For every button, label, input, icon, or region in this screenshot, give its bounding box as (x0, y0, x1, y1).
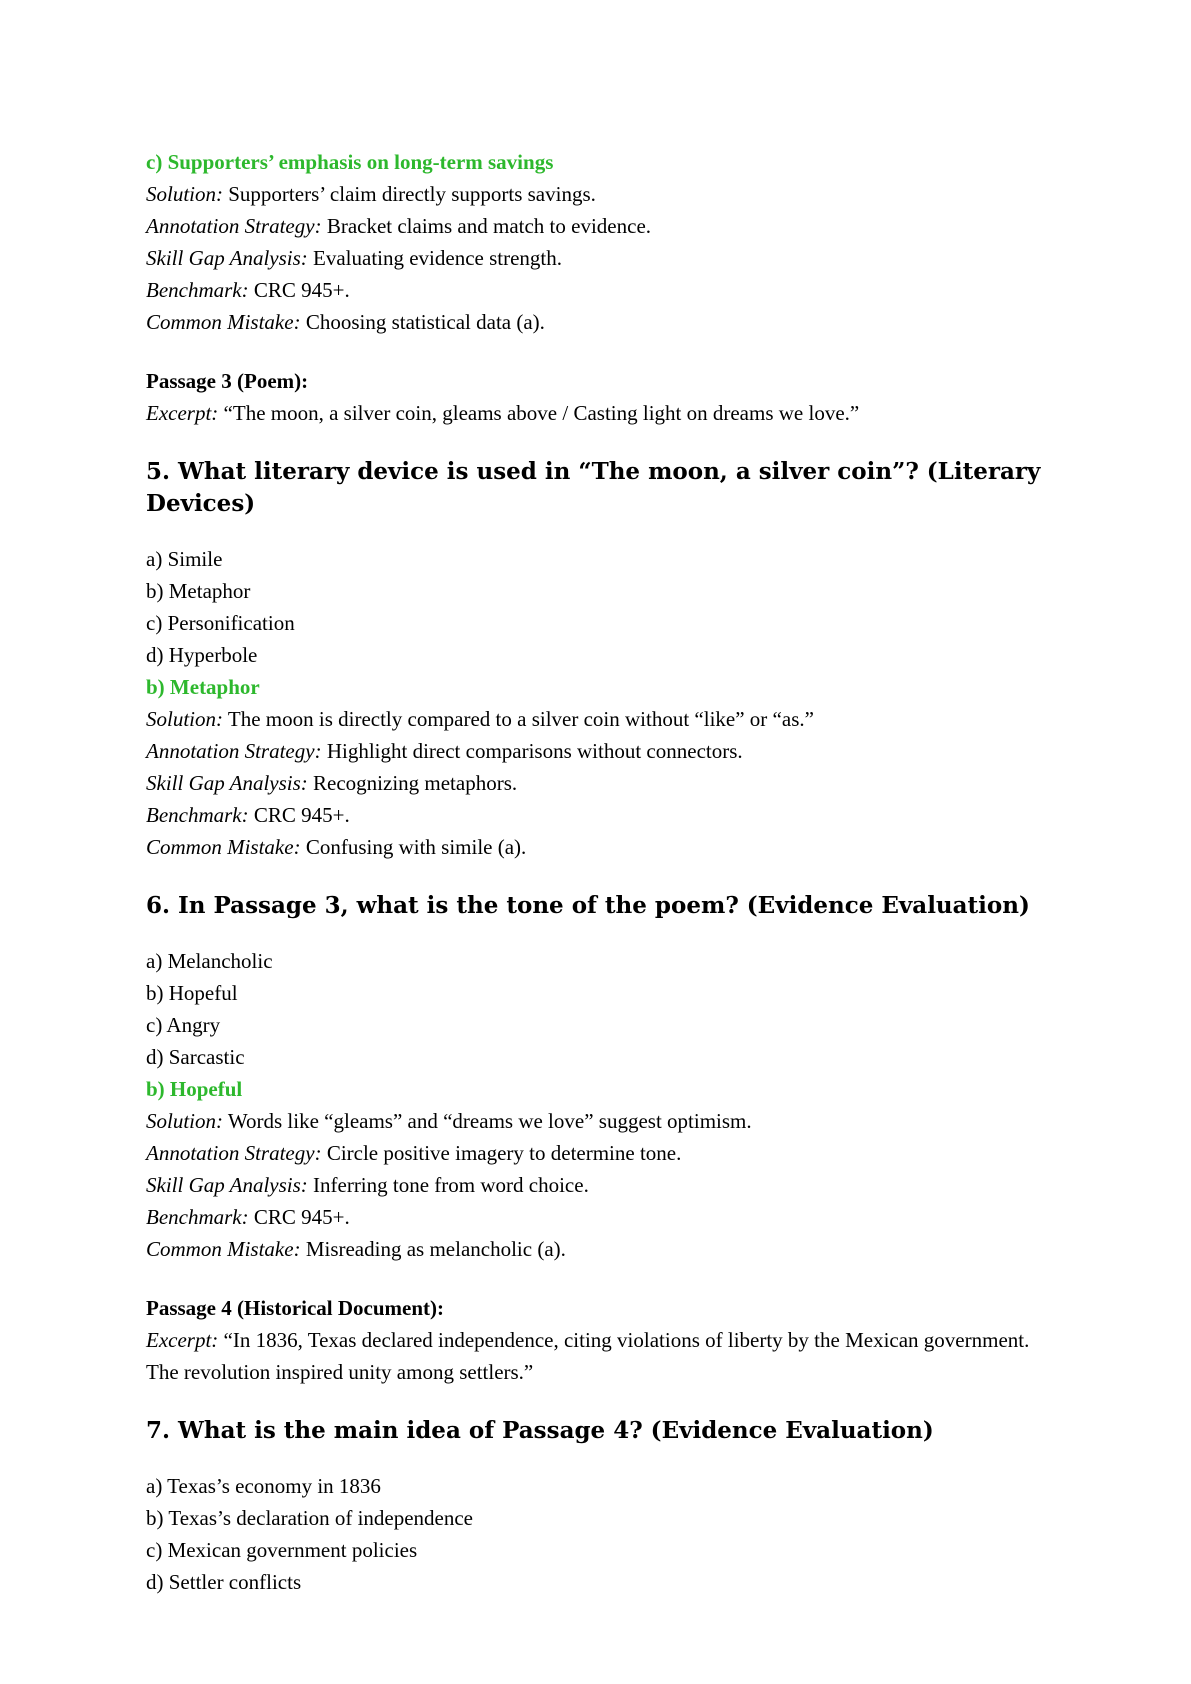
excerpt-text: “In 1836, Texas declared independence, citing violations of liberty by the Mexican government. The revolution inspired unity among settlers.” (146, 1328, 1030, 1384)
skill-gap-line (146, 1169, 1066, 1201)
annotation-strategy-line (146, 1137, 1066, 1169)
detail-label: Skill Gap Analysis: (146, 1173, 308, 1197)
option-c: c) Mexican government policies (146, 1538, 418, 1562)
passage-3-heading: Passage 3 (Poem): (146, 369, 309, 393)
document-page (146, 146, 1066, 1598)
detail-text: CRC 945+. (248, 1205, 350, 1229)
detail-label: Benchmark: (146, 278, 249, 302)
detail-text: Evaluating evidence strength. (307, 246, 563, 270)
detail-label: Solution: (146, 182, 223, 206)
detail-text: Choosing statistical data (a). (300, 310, 545, 334)
solution-line (146, 1105, 1066, 1137)
question-6: 6. In Passage 3, what is the tone of the poem? (Evidence Evaluation) (146, 892, 1030, 919)
excerpt-label: Excerpt: (146, 401, 219, 425)
question-7: 7. What is the main idea of Passage 4? (Evidence Evaluation) (146, 1417, 934, 1444)
detail-label: Solution: (146, 1109, 223, 1133)
detail-label: Annotation Strategy: (146, 739, 322, 763)
option-b: b) Metaphor (146, 579, 251, 603)
option-a: a) Melancholic (146, 949, 273, 973)
skill-gap-line (146, 242, 1066, 274)
option-a: a) Simile (146, 547, 223, 571)
detail-text: Inferring tone from word choice. (307, 1173, 589, 1197)
detail-text: Words like “gleams” and “dreams we love” suggest optimism. (223, 1109, 752, 1133)
option-d: d) Sarcastic (146, 1045, 245, 1069)
skill-gap-line (146, 767, 1066, 799)
option-d: d) Settler conflicts (146, 1570, 302, 1594)
detail-text: Bracket claims and match to evidence. (321, 214, 652, 238)
annotation-strategy-line (146, 210, 1066, 242)
passage-3-excerpt (146, 397, 1066, 429)
detail-label: Benchmark: (146, 1205, 249, 1229)
option-b: b) Hopeful (146, 981, 238, 1005)
detail-label: Solution: (146, 707, 223, 731)
option-c: c) Angry (146, 1013, 221, 1037)
detail-label: Benchmark: (146, 803, 249, 827)
detail-text: Recognizing metaphors. (307, 771, 518, 795)
annotation-strategy-line (146, 735, 1066, 767)
answer-key: b) Hopeful (146, 1077, 243, 1101)
detail-text: CRC 945+. (248, 278, 350, 302)
option-a: a) Texas’s economy in 1836 (146, 1474, 381, 1498)
detail-label: Skill Gap Analysis: (146, 771, 308, 795)
common-mistake-line (146, 306, 1066, 338)
excerpt-text: “The moon, a silver coin, gleams above / Casting light on dreams we love.” (218, 401, 860, 425)
benchmark-line (146, 799, 1066, 831)
option-d: d) Hyperbole (146, 643, 258, 667)
passage-4-excerpt (146, 1324, 1066, 1388)
passage-4-heading: Passage 4 (Historical Document): (146, 1296, 445, 1320)
detail-label: Common Mistake: (146, 835, 301, 859)
detail-label: Annotation Strategy: (146, 1141, 322, 1165)
answer-key: c) Supporters’ emphasis on long-term savings (146, 150, 554, 174)
detail-text: Misreading as melancholic (a). (300, 1237, 566, 1261)
common-mistake-line (146, 831, 1066, 863)
answer-key: b) Metaphor (146, 675, 260, 699)
detail-text: Supporters’ claim directly supports savings. (223, 182, 596, 206)
detail-text: Circle positive imagery to determine tone. (321, 1141, 682, 1165)
detail-label: Common Mistake: (146, 310, 301, 334)
detail-text: Highlight direct comparisons without connectors. (321, 739, 743, 763)
detail-label: Skill Gap Analysis: (146, 246, 308, 270)
solution-line (146, 703, 1066, 735)
option-c: c) Personification (146, 611, 295, 635)
benchmark-line (146, 1201, 1066, 1233)
excerpt-label: Excerpt: (146, 1328, 219, 1352)
detail-text: Confusing with simile (a). (300, 835, 527, 859)
detail-label: Annotation Strategy: (146, 214, 322, 238)
detail-text: CRC 945+. (248, 803, 350, 827)
solution-line (146, 178, 1066, 210)
detail-label: Common Mistake: (146, 1237, 301, 1261)
detail-text: The moon is directly compared to a silver coin without “like” or “as.” (223, 707, 814, 731)
benchmark-line (146, 274, 1066, 306)
common-mistake-line (146, 1233, 1066, 1265)
option-b: b) Texas’s declaration of independence (146, 1506, 474, 1530)
question-5: 5. What literary device is used in “The moon, a silver coin”? (Literary Devices) (146, 458, 1041, 517)
